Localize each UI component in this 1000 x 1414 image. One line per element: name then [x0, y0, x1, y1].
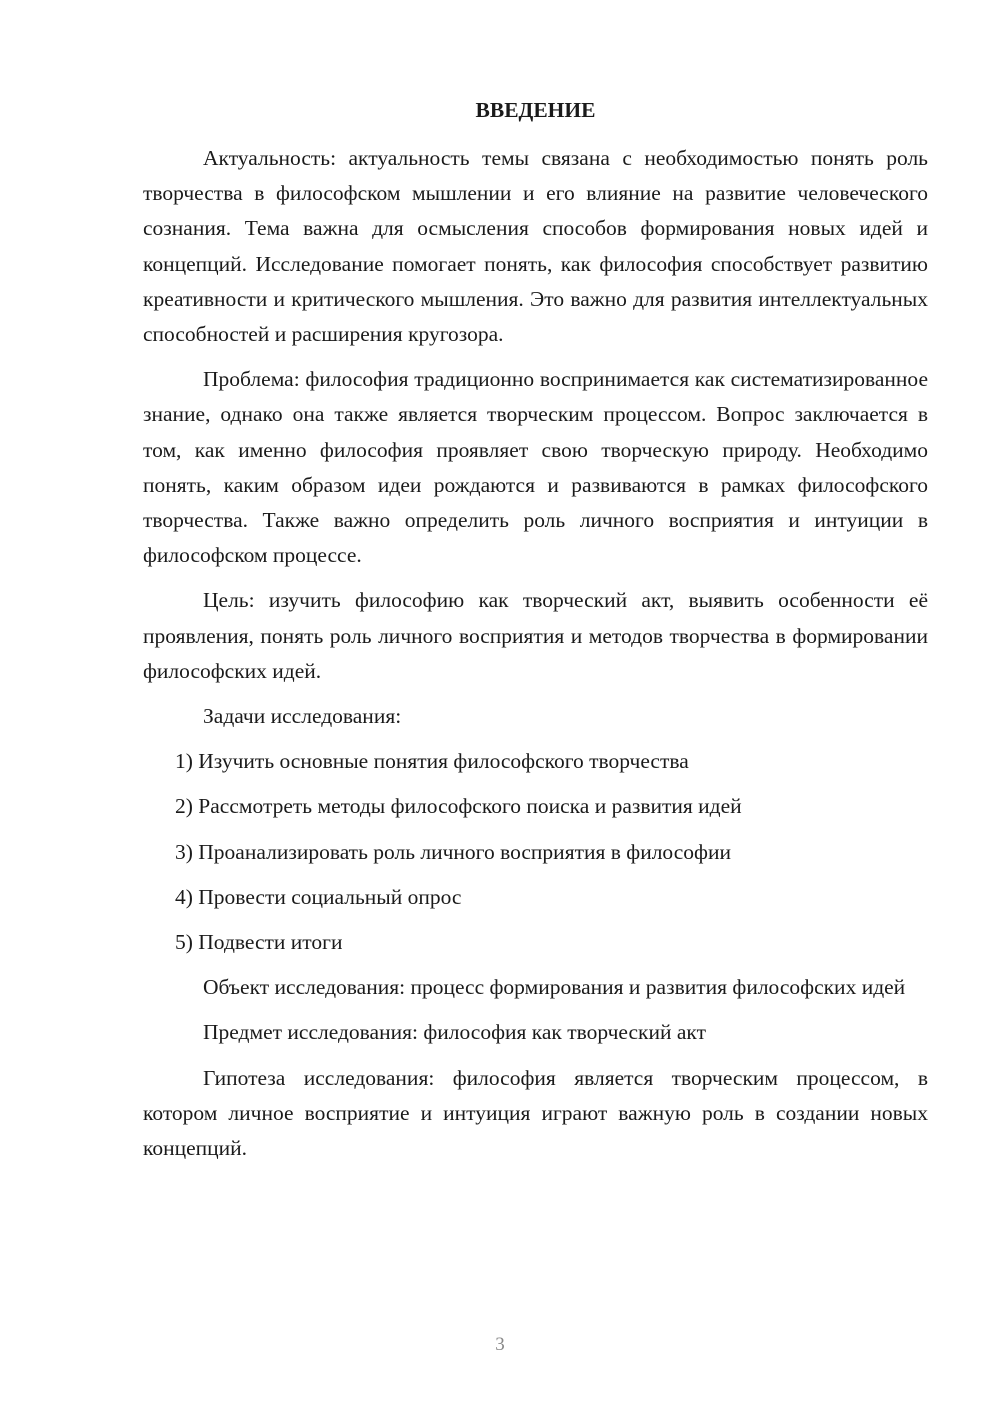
page-content — [143, 88, 928, 1176]
hypothesis-paragraph: Гипотеза исследования: философия является творческим процессом, в котором личное восприятие и интуиция играют важную роль в создании новых концепций. — [143, 1065, 928, 1161]
subject-paragraph: Предмет исследования: философия как творческий акт — [203, 1020, 706, 1045]
task-item: 3) Проанализировать роль личного восприятия в философии — [175, 839, 731, 864]
tasks-list — [143, 744, 928, 960]
problem-paragraph: Проблема: философия традиционно воспринимается как систематизированное знание, однако она также является творческим процессом. Вопрос заключается в том, как именно философия проявляет свою творческую природу. Необходимо понять, каким образом идеи рождаются и развиваются в рамках философского творчества. Также важно определить роль личного восприятия и интуиции в философском процессе. — [143, 367, 928, 568]
page-number: 3 — [495, 1334, 505, 1355]
relevance-paragraph: Актуальность: актуальность темы связана с необходимостью понять роль творчества в философском мышлении и его влияние на развитие человеческого сознания. Тема важна для осмысления способов формирования новых идей и концепций. Исследование помогает понять, как философия способствует развитию креативности и критического мышления. Это важно для развития интеллектуальных способностей и расширения кругозора. — [143, 146, 928, 347]
task-item: 5) Подвести итоги — [175, 930, 343, 955]
tasks-heading: Задачи исследования: — [203, 704, 402, 729]
task-item: 4) Провести социальный опрос — [175, 884, 462, 909]
task-item: 1) Изучить основные понятия философского творчества — [175, 749, 689, 774]
task-item: 2) Рассмотреть методы философского поиска и развития идей — [175, 794, 742, 819]
object-paragraph: Объект исследования: процесс формирования и развития философских идей — [203, 975, 906, 1000]
page-title: ВВЕДЕНИЕ — [475, 98, 596, 122]
goal-paragraph: Цель: изучить философию как творческий акт, выявить особенности её проявления, понять роль личного восприятия и методов творчества в формировании философских идей. — [143, 588, 928, 683]
